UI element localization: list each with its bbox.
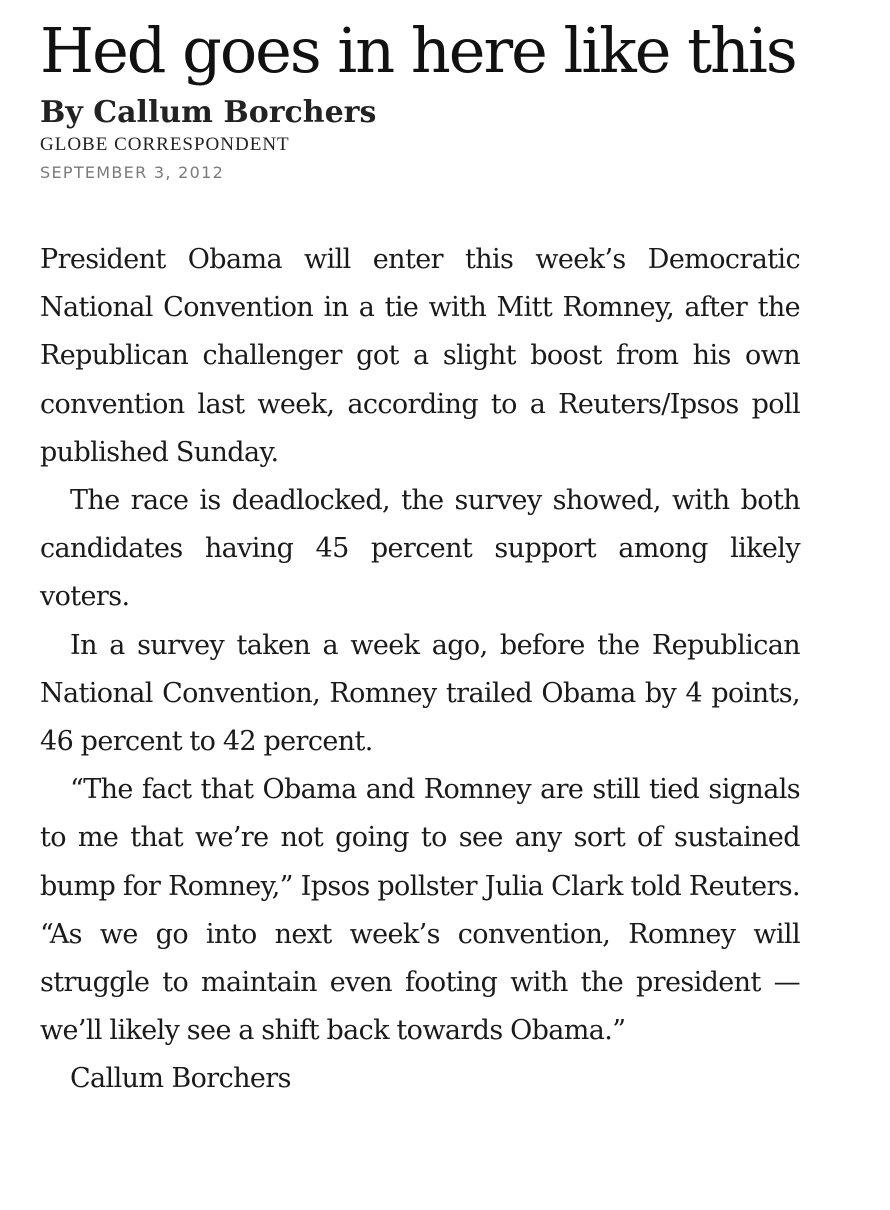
- headline: Hed goes in here like this: [40, 14, 796, 87]
- signoff: Callum Borchers: [70, 1063, 291, 1095]
- paragraph: In a survey taken a week ago, before the Republican National Convention, Romney trailed Obama by 4 points, 46 percent to 42 percent.: [40, 629, 800, 758]
- paragraph: “The fact that Obama and Romney are still tied signals to me that we’re not going to see any sort of sustained bump for Romney,” Ipsos pollster Julia Clark told Reuters. “As we go into next week’s convention, Romney will struggle to maintain even footing with the president — we’ll likely see a shift back towards Obama.”: [40, 774, 800, 1047]
- paragraph: The race is deadlocked, the survey showed, with both candidates having 45 percent support among likely voters.: [40, 485, 800, 613]
- article-body: [40, 236, 800, 1104]
- publish-date: SEPTEMBER 3, 2012: [40, 163, 225, 182]
- byline: By Callum Borchers: [40, 95, 377, 130]
- paragraph: President Obama will enter this week’s Democratic National Convention in a tie with Mitt Romney, after the Republican challenger got a slight boost from his own convention last week, according to a Reuters/Ipsos poll published Sunday.: [40, 244, 800, 468]
- article: [40, 8, 800, 1104]
- author-role: GLOBE CORRESPONDENT: [40, 134, 290, 155]
